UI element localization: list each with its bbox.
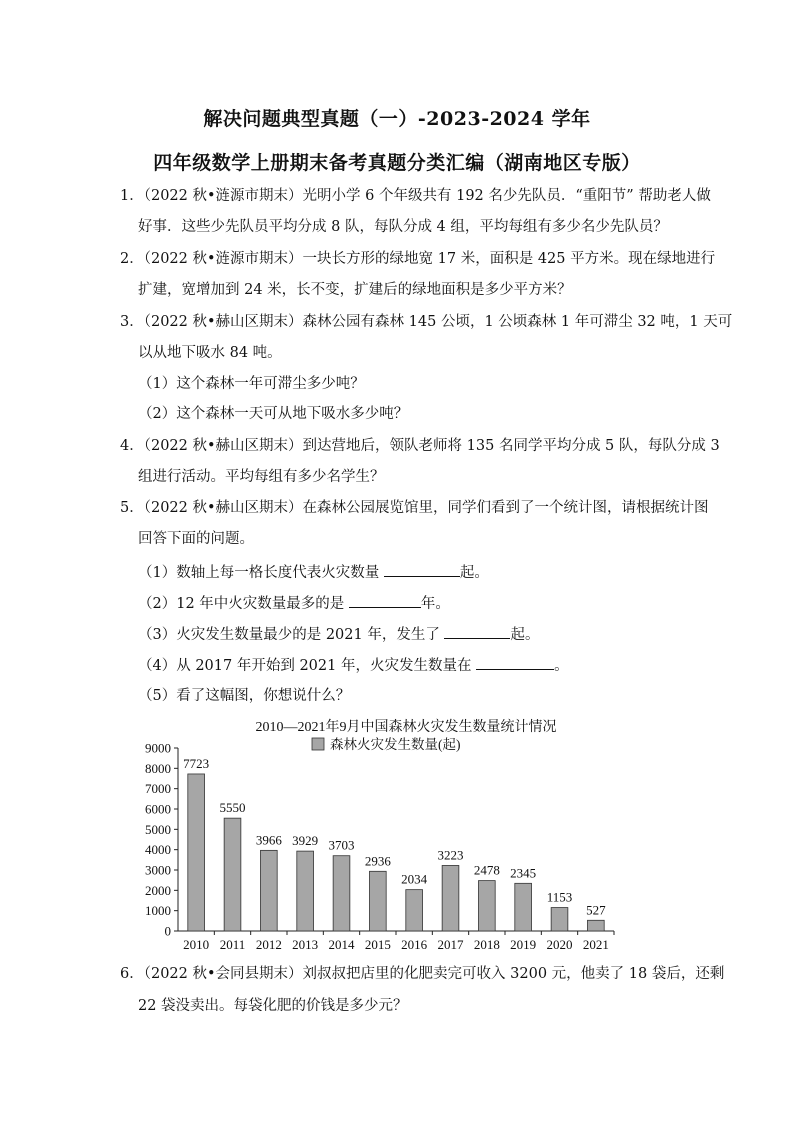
x-tick-label: 2010 <box>183 937 210 952</box>
sub-text: （1）数轴上每一格长度代表火灾数量 <box>138 565 384 581</box>
forest-fire-bar-chart <box>120 712 620 960</box>
question-5-sub-5 <box>138 686 350 706</box>
x-tick-label: 2021 <box>582 937 609 952</box>
question-5-sub-4 <box>138 654 569 676</box>
sub-suffix: 。 <box>554 658 569 674</box>
question-3-sub-1: （1）这个森林一年可滞尘多少吨？ <box>138 376 365 392</box>
y-tick-label: 3000 <box>145 862 171 878</box>
bar <box>333 856 350 931</box>
y-tick-label: 7000 <box>145 781 171 797</box>
answer-blank[interactable] <box>476 654 554 670</box>
bar <box>551 908 568 931</box>
data-label: 3966 <box>255 832 282 848</box>
question-1 <box>120 186 711 206</box>
sub-suffix: 年。 <box>420 596 450 612</box>
x-tick-label: 2017 <box>437 937 464 952</box>
y-tick-label: 5000 <box>145 821 171 837</box>
question-5-sub-2 <box>138 592 450 614</box>
question-2-line2: 扩建，宽增加到 24 米，长不变，扩建后的绿地面积是多少平方米？ <box>138 282 572 298</box>
question-number: 5． <box>120 500 144 516</box>
x-tick-label: 2018 <box>473 937 500 952</box>
bar <box>442 865 459 931</box>
data-label: 2345 <box>510 865 537 881</box>
bar <box>587 920 604 931</box>
bar <box>188 774 205 931</box>
question-5 <box>120 498 709 518</box>
data-label: 2936 <box>364 853 391 869</box>
y-tick-label: 8000 <box>145 760 171 776</box>
y-tick-label: 6000 <box>145 801 171 817</box>
page-title-line2: 四年级数学上册期末备考真题分类汇编（湖南地区专版） <box>153 152 641 174</box>
answer-blank[interactable] <box>384 561 460 577</box>
y-tick-label: 1000 <box>145 903 171 919</box>
sub-text: （3）火灾发生数量最少的是 2021 年，发生了 <box>138 627 445 643</box>
question-number: 1． <box>120 188 144 204</box>
data-label: 2478 <box>473 862 500 878</box>
bar <box>369 871 386 931</box>
y-tick-label: 4000 <box>145 842 171 858</box>
bar <box>260 850 277 931</box>
legend-label: 森林火灾发生数量(起) <box>330 737 461 752</box>
bar <box>478 881 495 931</box>
sub-suffix: 起。 <box>510 627 540 643</box>
data-label: 527 <box>586 902 606 918</box>
question-number: 2． <box>120 251 144 267</box>
y-tick-label: 9000 <box>145 740 171 756</box>
question-4 <box>120 436 720 456</box>
question-3-sub-2: （2）这个森林一天可从地下吸水多少吨？ <box>138 406 409 422</box>
chart-bars <box>188 774 604 931</box>
page-title-line1: 解决问题典型真题（一）-2023-2024 学年 <box>203 108 591 130</box>
data-label: 2034 <box>401 871 428 887</box>
question-4-line2: 组进行活动。平均每组有多少名学生？ <box>138 469 385 485</box>
data-label: 3703 <box>328 837 355 853</box>
answer-blank[interactable] <box>444 623 510 639</box>
data-label: 3223 <box>437 847 464 863</box>
question-6 <box>120 964 724 984</box>
x-tick-label: 2011 <box>219 937 246 952</box>
question-1-line2: 好事．这些少先队员平均分成 8 队，每队分成 4 组，平均每组有多少名少先队员？ <box>138 219 668 235</box>
question-number: 6． <box>120 966 144 982</box>
x-tick-label: 2015 <box>364 937 391 952</box>
sub-text: （4）从 2017 年开始到 2021 年，火灾发生数量在 <box>138 658 477 674</box>
chart-data-labels <box>183 756 606 917</box>
legend-swatch <box>312 738 324 750</box>
question-3-line2: 以从地下吸水 84 吨。 <box>138 345 282 361</box>
sub-text: （2）12 年中火灾数量最多的是 <box>138 596 349 612</box>
bar <box>297 851 314 931</box>
question-5-sub-3 <box>138 623 539 645</box>
bar <box>406 890 423 931</box>
x-tick-label: 2014 <box>328 937 355 952</box>
question-number: 3． <box>120 314 144 330</box>
y-tick-label: 2000 <box>145 882 171 898</box>
question-3 <box>120 312 732 332</box>
y-tick-label: 0 <box>164 923 171 939</box>
question-text: （2022 秋•涟源市期末）光明小学 6 个年级共有 192 名少先队员．“重阳节” 帮助老人做 <box>143 188 711 204</box>
question-6-line2: 22 袋没卖出。每袋化肥的价钱是多少元？ <box>138 998 408 1014</box>
x-tick-label: 2013 <box>292 937 319 952</box>
x-tick-label: 2019 <box>510 937 537 952</box>
chart-legend <box>312 736 461 752</box>
data-label: 3929 <box>292 833 319 849</box>
x-tick-label: 2016 <box>401 937 428 952</box>
chart-title: 2010—2021年9月中国森林火灾发生数量统计情况 <box>255 720 557 735</box>
bar <box>515 883 532 931</box>
question-5-line2: 回答下面的问题。 <box>138 531 254 547</box>
question-5-sub-1 <box>138 561 489 583</box>
question-text: （2022 秋•涟源市期末）一块长方形的绿地宽 17 米，面积是 425 平方米。现在绿地进行 <box>143 251 716 267</box>
question-text: （2022 秋•赫山区期末）到达营地后，领队老师将 135 名同学平均分成 5 队，每队分成 3 <box>143 438 720 454</box>
answer-blank[interactable] <box>349 592 421 608</box>
question-text: （2022 秋•赫山区期末）森林公园有森林 145 公顷，1 公顷森林 1 年可滞尘 32 吨，1 天可 <box>143 314 733 330</box>
data-label: 7723 <box>183 755 210 771</box>
x-tick-label: 2012 <box>255 937 282 952</box>
sub-text: （5）看了这幅图，你想说什么？ <box>138 688 351 704</box>
sub-suffix: 起。 <box>459 565 489 581</box>
question-2 <box>120 249 715 269</box>
bar <box>224 818 241 931</box>
data-label: 1153 <box>546 889 573 905</box>
x-tick-label: 2020 <box>546 937 573 952</box>
data-label: 5550 <box>219 800 246 816</box>
question-text: （2022 秋•会同县期末）刘叔叔把店里的化肥卖完可收入 3200 元，他卖了 18 袋后，还剩 <box>143 966 725 982</box>
question-text: （2022 秋•赫山区期末）在森林公园展览馆里，同学们看到了一个统计图，请根据统计图 <box>143 500 709 516</box>
question-number: 4． <box>120 438 144 454</box>
